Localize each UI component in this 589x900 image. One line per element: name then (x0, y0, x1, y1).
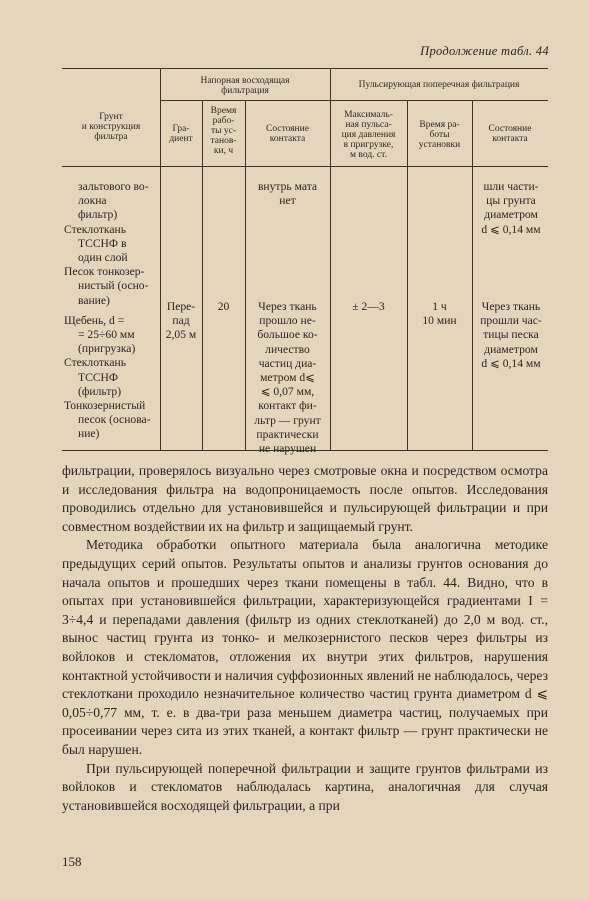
header-time-work: Время ра- боты установки (418, 120, 461, 150)
col-divider-6 (472, 100, 473, 450)
main-max-pulse: ± 2—3 (352, 300, 385, 313)
main-time-setup: 20 (217, 300, 230, 313)
main-contact-state-1: Через ткань прошло не- большое ко- личество частиц диа- метром d⩽ ⩽ 0,07 мм, контакт фи- льтр — грунт практически не нарушен (254, 300, 321, 456)
main-contact-state-2: Через ткань прошли час- тицы песка диаметром d ⩽ 0,14 мм (480, 300, 542, 370)
paragraph-1: фильтрации, проверялось визуально через смотровые окна и посредством осмотра и исследования фильтра на водопроницаемость после опытов. Исследования проводились отдельно для установившейся и пульсирующей фильтрации и при совместном воздействии их на фильтр и защищаемый грунт. (62, 463, 548, 534)
header-contact-state-2: Состояние контакта (488, 124, 532, 144)
paragraph-2: Методика обработки опытного материала была аналогична методике предыдущих серий опытов. Результаты опытов и анализы грунтов основания до начала опытов и прошедших через ткани помещены в табл. 44. Видно, что в опытах при установившейся фильтрации, характеризующейся градиентами I = 3÷4,4 и перепадами давления (фильтр из одних стеклотканей) до 2,0 м вод. ст., вынос частиц грунта из тонко- и мелкозернистого песков через фильтры из войлоков и стекломатов, отложения их внутри этих фильтров, нарушения контактной устойчивости и наличия суффозионных явлений не наблюдалось, через стеклоткани проходило незначительное количество частиц грунта диаметром d ⩽ 0,05÷0,77 мм, т. е. в два-три раза меньшем диаметра частиц, получаемых при просеивании через сита из этих тканей, а контакт фильтр — грунт практически не был нарушен. (62, 537, 548, 757)
header-gradient: Гра- диент (169, 124, 193, 144)
header-contact-state-1: Состояние контакта (266, 124, 309, 144)
table-continuation-caption: Продолжение табл. 44 (420, 44, 549, 58)
main-time-work: 1 ч 10 мин (422, 300, 457, 328)
header-bottom-rule (62, 166, 548, 167)
header-soil: Грунт и конструкция фильтра (81, 112, 141, 142)
main-gradient: Пере- пад 2,05 м (165, 300, 197, 342)
paragraph-3: При пульсирующей поперечной фильтрации и защите грунтов фильтрами из войлоков и стекломатов наблюдалась картина, аналогичная для случая установившейся восходящей фильтрации, а при (62, 760, 548, 813)
header-group-pulsing: Пульсирующая поперечная фильтрация (358, 80, 520, 90)
header-max-pulse: Максималь- ная пульса- ция давления в пригрузке, м вод. ст. (341, 110, 396, 160)
header-group-pressure: Напорная восходящая фильтрация (200, 76, 290, 96)
header-time-setup: Время рабо- ты ус- танов- ки, ч (210, 106, 237, 156)
top-contact-state-2: шли части- цы грунта диаметром d ⩽ 0,14 мм (481, 180, 541, 236)
top-contact-state-1: внутрь мата нет (257, 180, 318, 208)
body-text (62, 462, 548, 815)
group-underline-pulsing (330, 100, 548, 101)
page-number: 158 (62, 854, 82, 869)
table-top-rule (62, 68, 548, 69)
col-divider-5 (407, 100, 408, 450)
soil-construction-column: зальтового во- локна фильтр) Стеклоткань ТССНФ в один слой Песок тонкозер- нистый (осно- вание) Щебень, d = = 25÷60 мм (пригрузка) Стеклоткань ТССНФ (фильтр) Тонкозернистый песок (основа- ние) (64, 180, 151, 441)
